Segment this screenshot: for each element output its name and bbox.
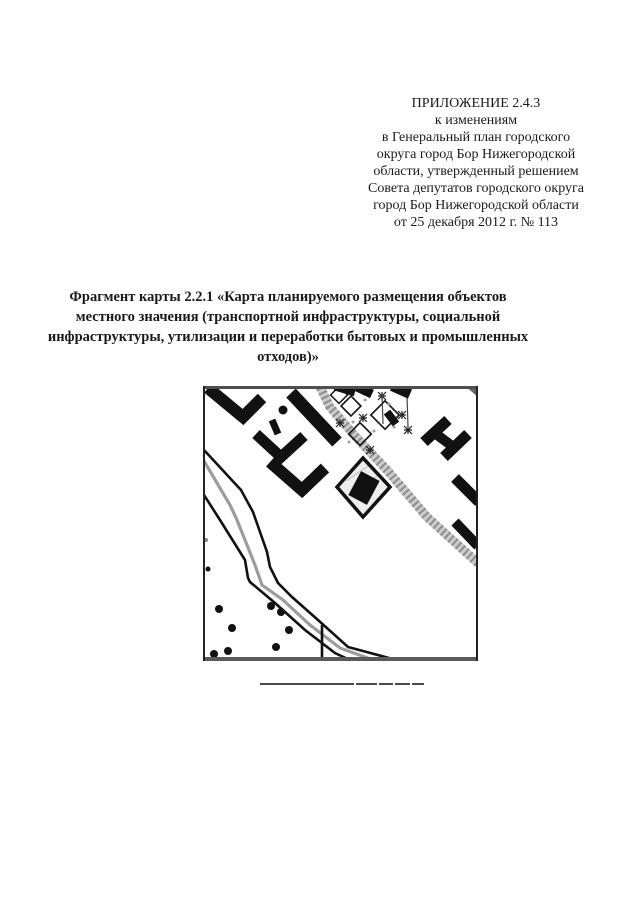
- caption-line: отходов)»: [257, 349, 319, 365]
- header-line: области, утвержденный решением: [373, 164, 579, 179]
- header-line: к изменениям: [434, 113, 518, 128]
- header-line: ПРИЛОЖЕНИЕ 2.4.3: [411, 96, 541, 111]
- header-line: округа город Бор Нижегородской: [376, 147, 576, 162]
- caption-line: местного значения (транспортной инфраструктуры, социальной: [75, 309, 501, 325]
- caption-line: Фрагмент карты 2.2.1 «Карта планируемого размещения объектов: [69, 289, 507, 305]
- map-caption: [23, 287, 553, 367]
- caption-line: инфраструктуры, утилизации и переработки бытовых и промышленных: [47, 329, 529, 345]
- map-image: [203, 386, 478, 661]
- separator-line: [260, 683, 424, 685]
- header-line: Совета депутатов городского округа: [368, 181, 584, 196]
- header-line: в Генеральный план городского: [381, 130, 571, 145]
- map-canvas: [203, 386, 478, 661]
- header-line: от 25 декабря 2012 г. № 113: [393, 215, 559, 230]
- header-line: город Бор Нижегородской области: [373, 198, 579, 213]
- appendix-header: [340, 95, 612, 231]
